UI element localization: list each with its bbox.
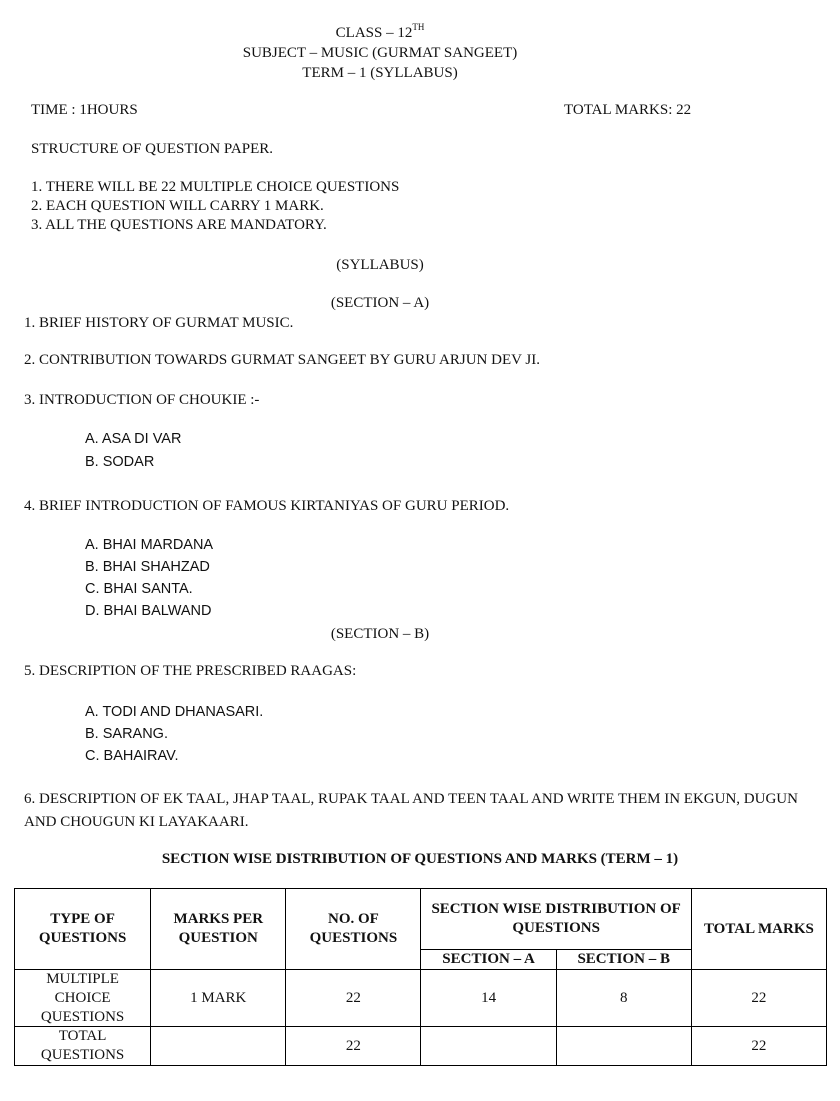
structure-point: 3. ALL THE QUESTIONS ARE MANDATORY. [31,217,327,233]
topic-item: 5. DESCRIPTION OF THE PRESCRIBED RAAGAS: [24,663,357,679]
cell-total: 22 [691,1027,826,1066]
header-type: TYPE OF QUESTIONS [15,889,151,970]
raaga-item: B. SARANG. [85,726,168,742]
raaga-item: A. TODI AND DHANASARI. [85,704,264,720]
table-row [15,970,827,1027]
kirtaniya-item: A. BHAI MARDANA [85,537,214,553]
structure-title: STRUCTURE OF QUESTION PAPER. [31,141,273,157]
cell-marks-per: 1 MARK [151,970,286,1027]
syllabus-heading: (SYLLABUS) [336,257,424,273]
header-no-of: NO. OF QUESTIONS [286,889,421,970]
topic-item: 3. INTRODUCTION OF CHOUKIE :- [24,392,260,408]
class-title [0,24,760,42]
choukie-item: B. SODAR [85,454,155,470]
header-section-b: SECTION – B [556,950,691,970]
section-a-heading: (SECTION – A) [330,295,430,311]
header-marks-per: MARKS PER QUESTION [151,889,286,970]
section-b-heading: (SECTION – B) [330,626,430,642]
choukie-item: A. ASA DI VAR [85,431,182,447]
cell-type: TOTAL QUESTIONS [15,1027,151,1066]
header-section-wise: SECTION WISE DISTRIBUTION OF QUESTIONS [421,889,691,950]
kirtaniya-item: D. BHAI BALWAND [85,603,212,619]
subject-title: SUBJECT – MUSIC (GURMAT SANGEET) [242,45,518,61]
cell-section-b [556,1027,691,1066]
raaga-item: C. BAHAIRAV. [85,748,179,764]
cell-no-of: 22 [286,970,421,1027]
topic-item: 4. BRIEF INTRODUCTION OF FAMOUS KIRTANIYAS OF GURU PERIOD. [24,498,510,514]
cell-no-of: 22 [286,1027,421,1066]
total-marks-label: TOTAL MARKS: 22 [564,102,692,118]
topic-item: 2. CONTRIBUTION TOWARDS GURMAT SANGEET BY GURU ARJUN DEV JI. [24,352,541,368]
cell-type: MULTIPLE CHOICE QUESTIONS [15,970,151,1027]
class-superscript: TH [412,22,425,32]
cell-section-b: 8 [556,970,691,1027]
cell-total: 22 [691,970,826,1027]
distribution-table [14,888,827,1066]
kirtaniya-item: B. BHAI SHAHZAD [85,559,210,575]
header-total: TOTAL MARKS [691,889,826,970]
time-label: TIME : 1HOURS [31,102,138,118]
table-row [15,1027,827,1066]
topic-item: 1. BRIEF HISTORY OF GURMAT MUSIC. [24,315,294,331]
header-section-a: SECTION – A [421,950,556,970]
term-title: TERM – 1 (SYLLABUS) [302,65,458,81]
cell-marks-per [151,1027,286,1066]
cell-section-a [421,1027,556,1066]
structure-point: 1. THERE WILL BE 22 MULTIPLE CHOICE QUESTIONS [31,179,400,195]
distribution-title: SECTION WISE DISTRIBUTION OF QUESTIONS AND MARKS (TERM – 1) [161,851,679,867]
kirtaniya-item: C. BHAI SANTA. [85,581,193,597]
class-label: CLASS – 12 [335,25,413,41]
topic-item: 6. DESCRIPTION OF EK TAAL, JHAP TAAL, RUPAK TAAL AND TEEN TAAL AND WRITE THEM IN EKGUN, DUGUN AND CHOUGUN KI LAYAKAARI. [24,791,798,830]
cell-section-a: 14 [421,970,556,1027]
structure-point: 2. EACH QUESTION WILL CARRY 1 MARK. [31,198,324,214]
